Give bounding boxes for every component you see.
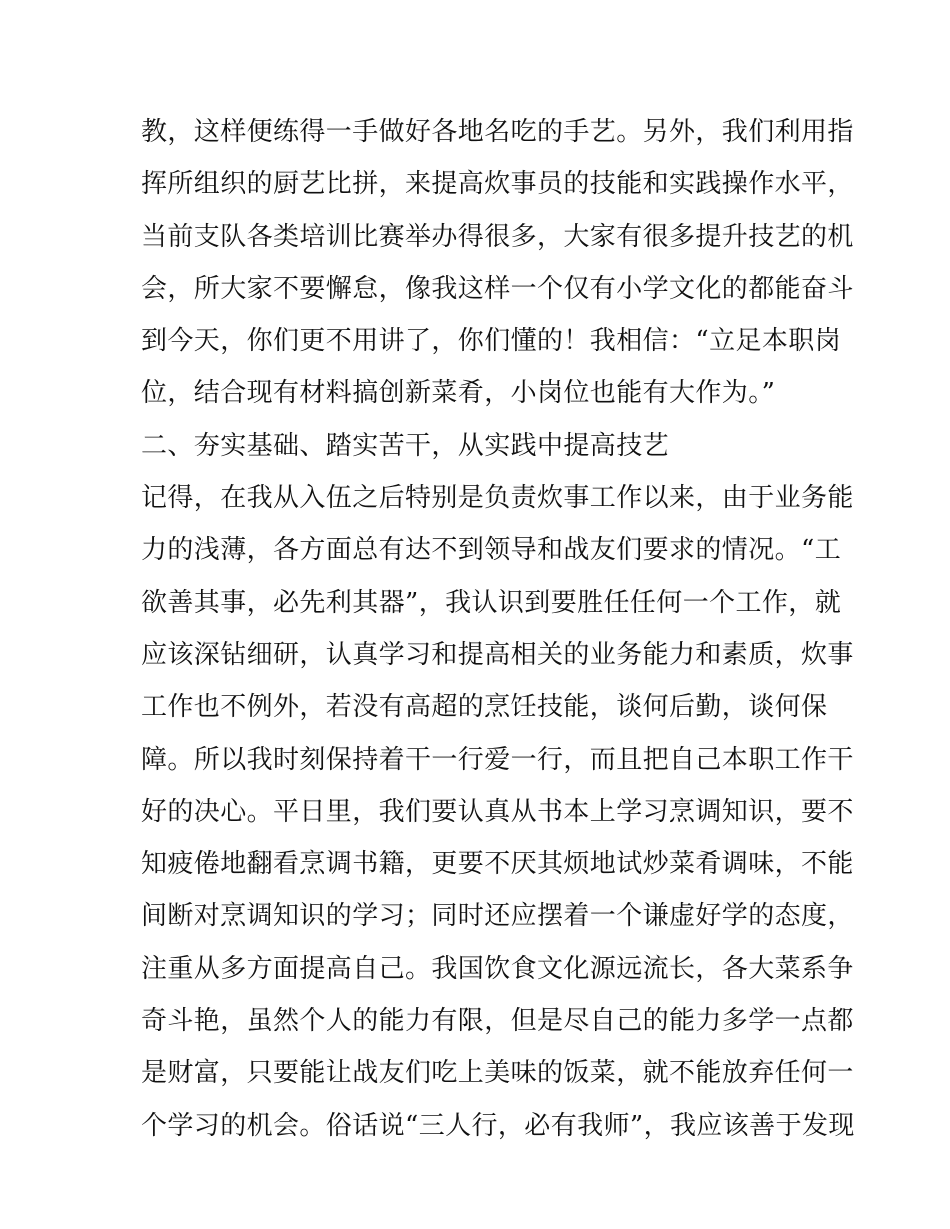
text-line: 欲善其事，必先利其器”，我认识到要胜任任何一个工作，就 (141, 587, 842, 618)
text-line: 教，这样便练得一手做好各地名吃的手艺。另外，我们利用指 (141, 117, 854, 147)
text-line: 好的决心。平日里，我们要认真从书本上学习烹调知识，要不 (141, 796, 854, 827)
body-text (141, 106, 855, 1152)
text-line: 挥所组织的厨艺比拼，来提高炊事员的技能和实践操作水平， (141, 169, 854, 200)
text-line: 个学习的机会。俗话说“三人行，必有我师”，我应该善于发现 (141, 1110, 855, 1141)
text-line: 障。所以我时刻保持着干一行爱一行，而且把自己本职工作干 (141, 744, 854, 775)
text-line: 奇斗艳，虽然个人的能力有限，但是尽自己的能力多学一点都 (141, 1006, 854, 1037)
text-line: 会，所大家不要懈怠，像我这样一个仅有小学文化的都能奋斗 (141, 273, 854, 304)
text-line: 位，结合现有材料搞创新菜肴，小岗位也能有大作为。” (141, 378, 776, 409)
text-line: 是财富，只要能让战友们吃上美味的饭菜，就不能放弃任何一 (141, 1058, 854, 1089)
section-heading: 二、夯实基础、踏实苦干，从实践中提高技艺 (141, 430, 670, 461)
text-line: 当前支队各类培训比赛举办得很多，大家有很多提升技艺的机 (141, 221, 854, 252)
text-line: 力的浅薄，各方面总有达不到领导和战友们要求的情况。“工 (141, 535, 842, 566)
text-line: 注重从多方面提高自己。我国饮食文化源远流长，各大菜系争 (141, 953, 854, 984)
text-line: 到今天，你们更不用讲了，你们懂的！我相信：“立足本职岗 (141, 326, 842, 357)
text-line: 工作也不例外，若没有高超的烹饪技能，谈何后勤，谈何保 (141, 692, 828, 723)
text-line: 间断对烹调知识的学习；同时还应摆着一个谦虚好学的态度， (141, 901, 854, 932)
text-line: 应该深钻细研，认真学习和提高相关的业务能力和素质，炊事 (141, 639, 854, 670)
text-line: 知疲倦地翻看烹调书籍，更要不厌其烦地试炒菜肴调味，不能 (141, 849, 854, 880)
text-line: 记得，在我从入伍之后特别是负责炊事工作以来，由于业务能 (141, 483, 854, 514)
